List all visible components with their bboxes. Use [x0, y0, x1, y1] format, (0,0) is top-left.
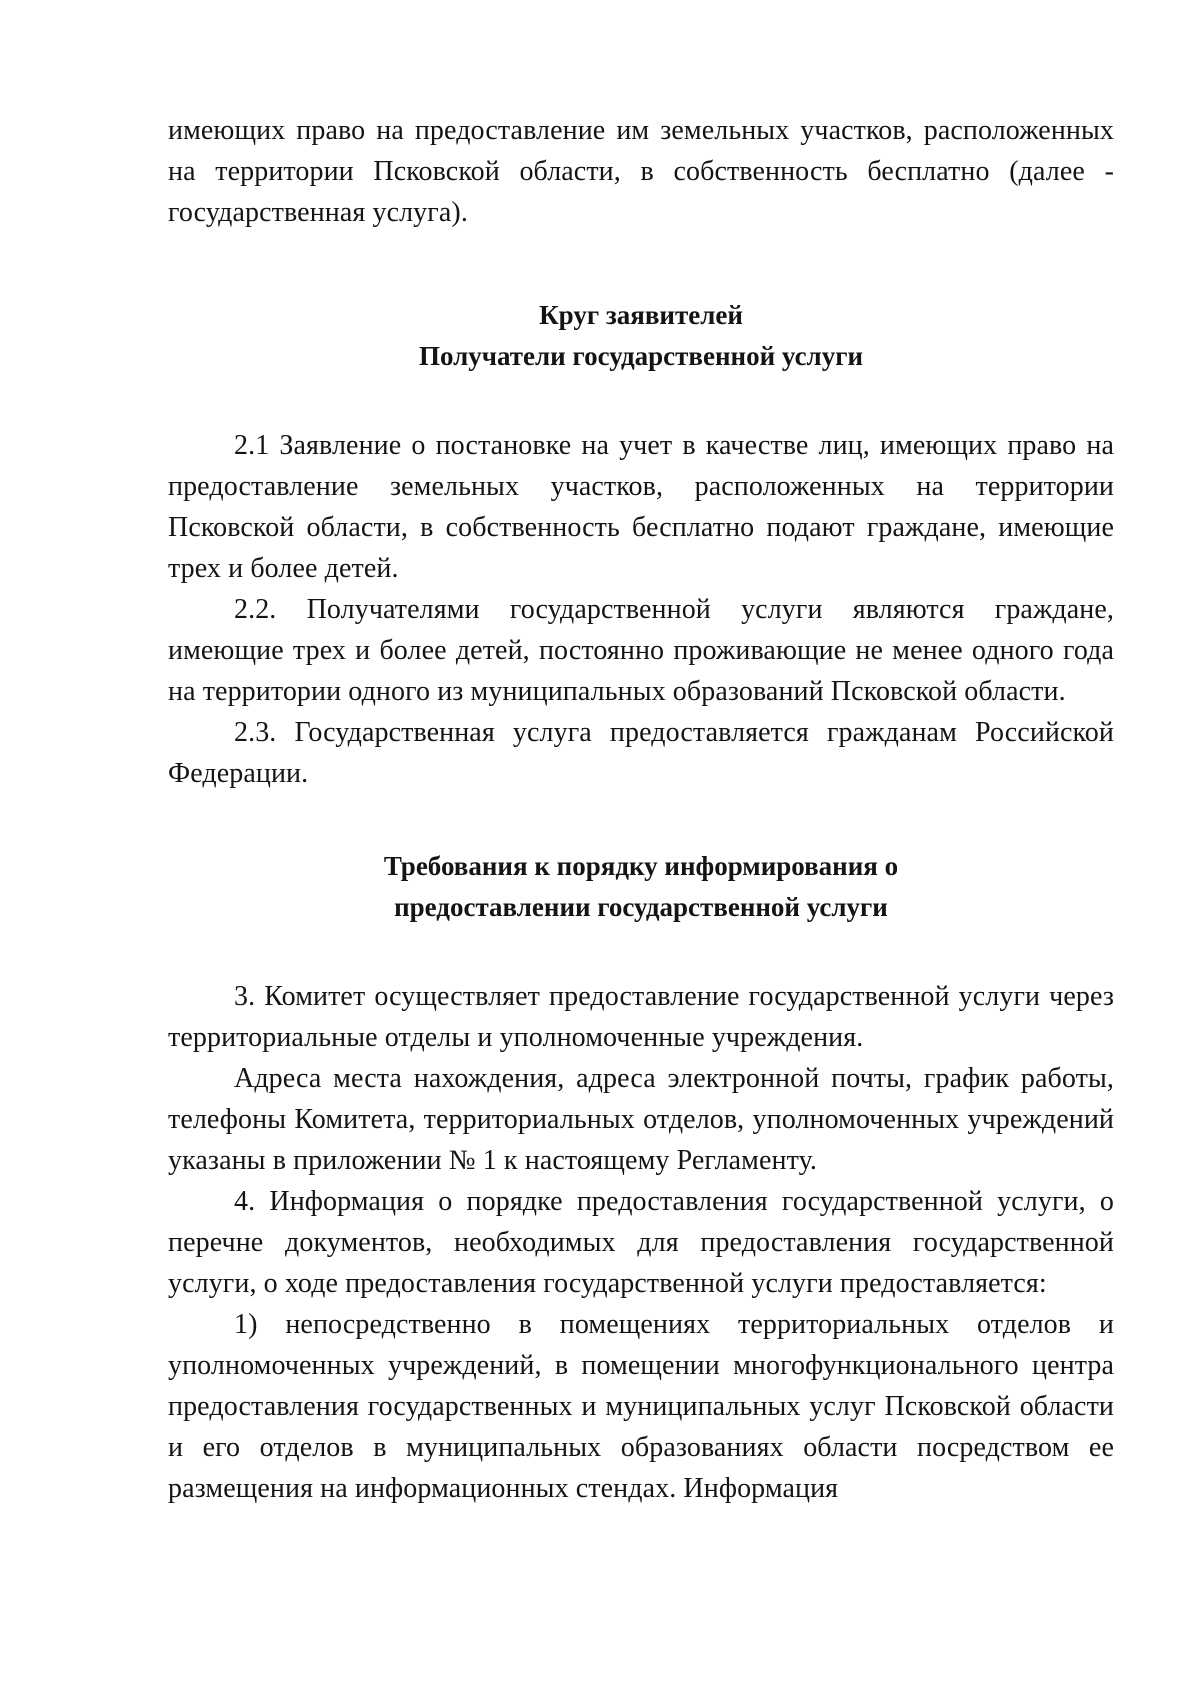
paragraph-4: 4. Информация о порядке предоставления государственной услуги, о перечне документов, необходимых для предоставления государственной услуги, о ходе предоставления государственной услуги предоставляется:	[168, 1186, 1114, 1299]
paragraph-2-1: 2.1 Заявление о постановке на учет в качестве лиц, имеющих право на предоставление земельных участков, расположенных на территории Псковской области, в собственность бесплатно подают граждане, имеющие трех и более детей.	[168, 430, 1114, 584]
paragraph-2-2: 2.2. Получателями государственной услуги являются граждане, имеющие трех и более детей, постоянно проживающие не менее одного года на территории одного из муниципальных образований Псковской области.	[168, 594, 1114, 707]
section-heading-applicants-line2: Получатели государственной услуги	[418, 341, 864, 371]
section-heading-information-line1: Требования к порядку информирования о	[383, 851, 899, 881]
section-heading-information-line2: предоставлении государственной услуги	[394, 892, 888, 922]
paragraph-addresses: Адреса места нахождения, адреса электронной почты, график работы, телефоны Комитета, территориальных отделов, уполномоченных учреждений указаны в приложении № 1 к настоящему Регламенту.	[168, 1063, 1114, 1176]
intro-paragraph: имеющих право на предоставление им земельных участков, расположенных на территории Псковской области, в собственность бесплатно (далее - государственная услуга).	[168, 115, 1114, 228]
paragraph-2-3: 2.3. Государственная услуга предоставляется гражданам Российской Федерации.	[168, 717, 1114, 789]
section-heading-applicants	[168, 295, 1114, 377]
paragraph-4-1: 1) непосредственно в помещениях территориальных отделов и уполномоченных учреждений, в помещении многофункционального центра предоставления государственных и муниципальных услуг Псковской области и его отделов в муниципальных образованиях области посредством ее размещения на информационных стендах. Информация	[168, 1309, 1114, 1504]
paragraph-3: 3. Комитет осуществляет предоставление государственной услуги через территориальные отделы и уполномоченные учреждения.	[168, 981, 1114, 1053]
section-heading-applicants-line1: Круг заявителей	[539, 300, 743, 330]
section-heading-information	[168, 846, 1114, 928]
